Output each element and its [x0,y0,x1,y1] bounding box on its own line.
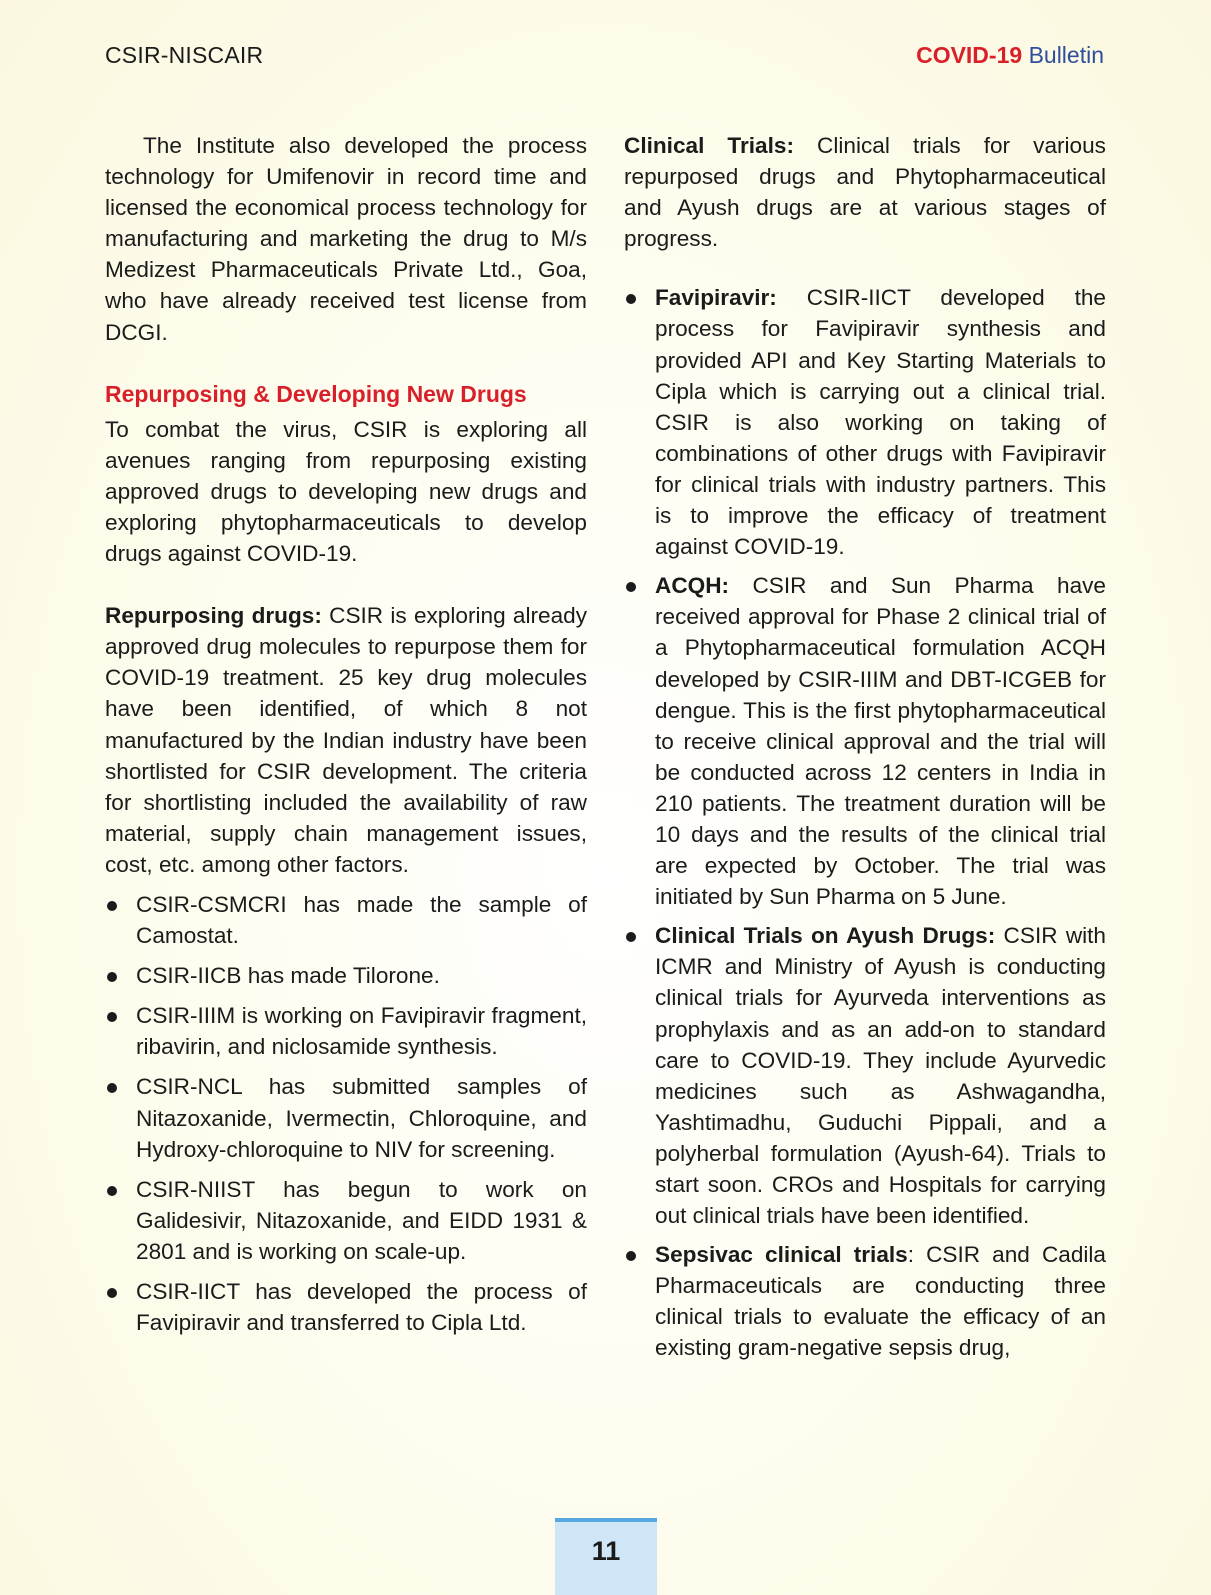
page-number: 11 [591,1536,621,1566]
page-number-tab [555,1518,657,1595]
bullet-icon [107,901,117,911]
intro-paragraph: The Institute also developed the process technology for Umifenovir in record time and licensed the economical process technology for manufacturing and marketing the drug to M/s Medizest Pharmaceuticals Private Ltd., Goa, who have already received test license from DCGI. [105,133,587,345]
bullet-icon [626,1251,636,1261]
bullet-icon [107,1186,117,1196]
list-item-label: ACQH: [655,573,730,599]
list-item [624,282,1106,562]
bulletin-title [916,42,1104,69]
list-item-text: CSIR-NIIST has begun to work on Galidesivir, Nitazoxanide, and EIDD 1931 & 2801 and is working on scale-up. [136,1176,587,1264]
list-item [105,889,587,951]
list-item-text: CSIR-IICB has made Tilorone. [136,963,440,989]
bullet-icon [107,1012,117,1022]
list-item-text: CSIR-IIIM is working on Favipiravir fragment, ribavirin, and niclosamide synthesis. [136,1003,587,1060]
list-item [624,1239,1106,1363]
bullet-icon [626,294,636,304]
repurposing-label: Repurposing drugs: [105,603,322,629]
left-column [105,130,587,1338]
repurposing-text: CSIR is exploring already approved drug molecules to repurpose them for COVID-19 treatment. 25 key drug molecules have been identified, of which 8 not manufactured by the Indian industry have been shortlisted for CSIR development. The criteria for shortlisting included the availability of raw material, supply chain management issues, cost, etc. among other factors. [105,603,587,877]
list-item-text: CSIR and Sun Pharma have received approval for Phase 2 clinical trial of a Phytopharmaceutical formulation ACQH developed by CSIR-IIIM and DBT-ICGEB for dengue. This is the first phytopharmaceutical to receive clinical approval and the trial will be conducted across 12 centers in India in 210 patients. The treatment duration will be 10 days and the results of the clinical trial are expected by October. The trial was initiated by Sun Pharma on 5 June. [655,573,1106,910]
list-item-text: : CSIR and Cadila Pharmaceuticals are conducting three clinical trials to evaluate the efficacy of an existing gram-negative sepsis drug, [655,1242,1106,1361]
list-item [105,1071,587,1164]
list-item [105,960,587,991]
list-item-text: CSIR-NCL has submitted samples of Nitazoxanide, Ivermectin, Chloroquine, and Hydroxy-chloroquine to NIV for screening. [136,1074,587,1162]
list-item-text: CSIR-CSMCRI has made the sample of Camostat. [136,891,587,949]
list-item-label: Clinical Trials on Ayush Drugs: [655,923,996,949]
list-item [624,920,1106,1231]
bulletin-sub: Bulletin [1028,42,1104,68]
bulletin-brand: COVID-19 [916,42,1023,68]
list-item [105,1276,587,1338]
bullet-icon [107,1288,117,1298]
section-paragraph: To combat the virus, CSIR is exploring all avenues ranging from repurposing existing approved drugs to developing new drugs and exploring phytopharmaceuticals to develop drugs against COVID-19. [105,416,587,567]
list-item-text: CSIR-IICT developed the process for Favipiravir synthesis and provided API and Key Starting Materials to Cipla which is carrying out a clinical trial. CSIR is also working on taking of combinations of other drugs with Favipiravir for clinical trials with industry partners. This is to improve the efficacy of treatment against COVID-19. [655,285,1106,560]
repurposing-paragraph [105,600,587,880]
bullet-icon [626,582,636,592]
list-item-label: Sepsivac clinical trials [655,1242,908,1268]
right-column [624,130,1106,1364]
list-item [105,1000,587,1062]
bullet-icon [626,932,636,942]
clinical-trials-paragraph [624,130,1106,254]
list-item [105,1174,587,1267]
bullet-icon [107,972,117,982]
bullet-icon [107,1083,117,1093]
trial-bullet-list [624,282,1106,1363]
list-item-label: Favipiravir: [655,285,777,311]
section-heading: Repurposing & Developing New Drugs [105,380,527,407]
clinical-trials-text: Clinical trials for various repurposed drugs and Phytopharmaceutical and Ayush drugs are at various stages of progress. [624,133,1106,252]
list-item-text: CSIR-IICT has developed the process of Favipiravir and transferred to Cipla Ltd. [136,1279,587,1336]
list-item-text: CSIR with ICMR and Ministry of Ayush is conducting clinical trials for Ayurveda interventions as prophylaxis and as an add-on to standard care to COVID-19. They include Ayurvedic medicines such as Ashwagandha, Yashtimadhu, Guduchi Pippali, and a polyherbal formulation (Ayush-64). Trials to start soon. CROs and Hospitals for carrying out clinical trials have been identified. [655,923,1106,1229]
lab-bullet-list [105,889,587,1338]
clinical-trials-label: Clinical Trials: [624,133,794,158]
publisher-name: CSIR-NISCAIR [105,42,264,68]
list-item [624,570,1106,912]
